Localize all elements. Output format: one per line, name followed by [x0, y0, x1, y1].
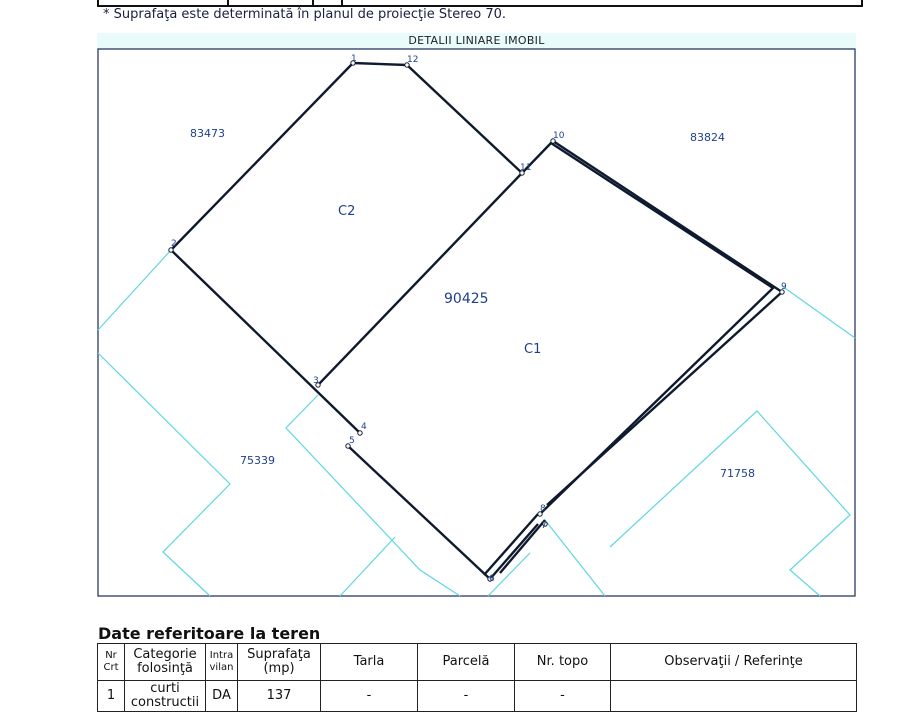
col-nr-topo: Nr. topo: [515, 644, 611, 681]
cell-suprafata: 137: [238, 681, 321, 712]
vertex-label-8: 8: [540, 504, 546, 514]
col-intravilan: Intra vilan: [206, 644, 238, 681]
col-suprafata: Suprafaţa (mp): [238, 644, 321, 681]
vertex-label-3: 3: [313, 376, 319, 386]
table-header-row: [98, 644, 857, 681]
cell-observatii: [611, 681, 857, 712]
vertex-label-9: 9: [781, 282, 787, 292]
vertex-label-7: 7: [541, 521, 547, 531]
neighbor-label-71758: 71758: [720, 467, 755, 480]
parcel-id-label: 90425: [444, 291, 489, 307]
col-observatii: Observaţii / Referinţe: [611, 644, 857, 681]
building-label-c2: C2: [338, 204, 356, 219]
cell-tarla: -: [321, 681, 418, 712]
vertex-label-6: 6: [489, 574, 495, 584]
col-nr-crt: Nr Crt: [98, 644, 125, 681]
area-labels: [190, 127, 755, 480]
neighbor-label-83824: 83824: [690, 131, 725, 144]
neighbor-label-83473: 83473: [190, 127, 225, 140]
cell-intravilan: DA: [206, 681, 238, 712]
vertex-label-4: 4: [361, 422, 367, 432]
land-section-title: Date referitoare la teren: [98, 624, 321, 643]
land-data-table: [97, 643, 857, 712]
cell-nr: 1: [98, 681, 125, 712]
vertex-label-5: 5: [349, 436, 355, 446]
vertex-label-1: 1: [351, 54, 357, 64]
vertex-label-11: 11: [520, 163, 532, 173]
vertex-label-12: 12: [407, 55, 419, 65]
col-tarla: Tarla: [321, 644, 418, 681]
stereo70-footnote: * Suprafaţa este determinată în planul de proiecţie Stereo 70.: [103, 7, 507, 22]
cell-parcela: -: [418, 681, 515, 712]
cell-categorie: curti constructii: [125, 681, 206, 712]
table-row: [98, 681, 857, 712]
plan-header: DETALII LINIARE IMOBIL: [97, 33, 856, 49]
col-categorie: Categorie folosinţă: [125, 644, 206, 681]
vertex-label-10: 10: [553, 131, 565, 141]
cell-nr-topo: -: [515, 681, 611, 712]
col-parcela: Parcelă: [418, 644, 515, 681]
building-label-c1: C1: [524, 342, 542, 357]
vertex-label-2: 2: [171, 239, 177, 249]
neighbor-label-75339: 75339: [240, 454, 275, 467]
